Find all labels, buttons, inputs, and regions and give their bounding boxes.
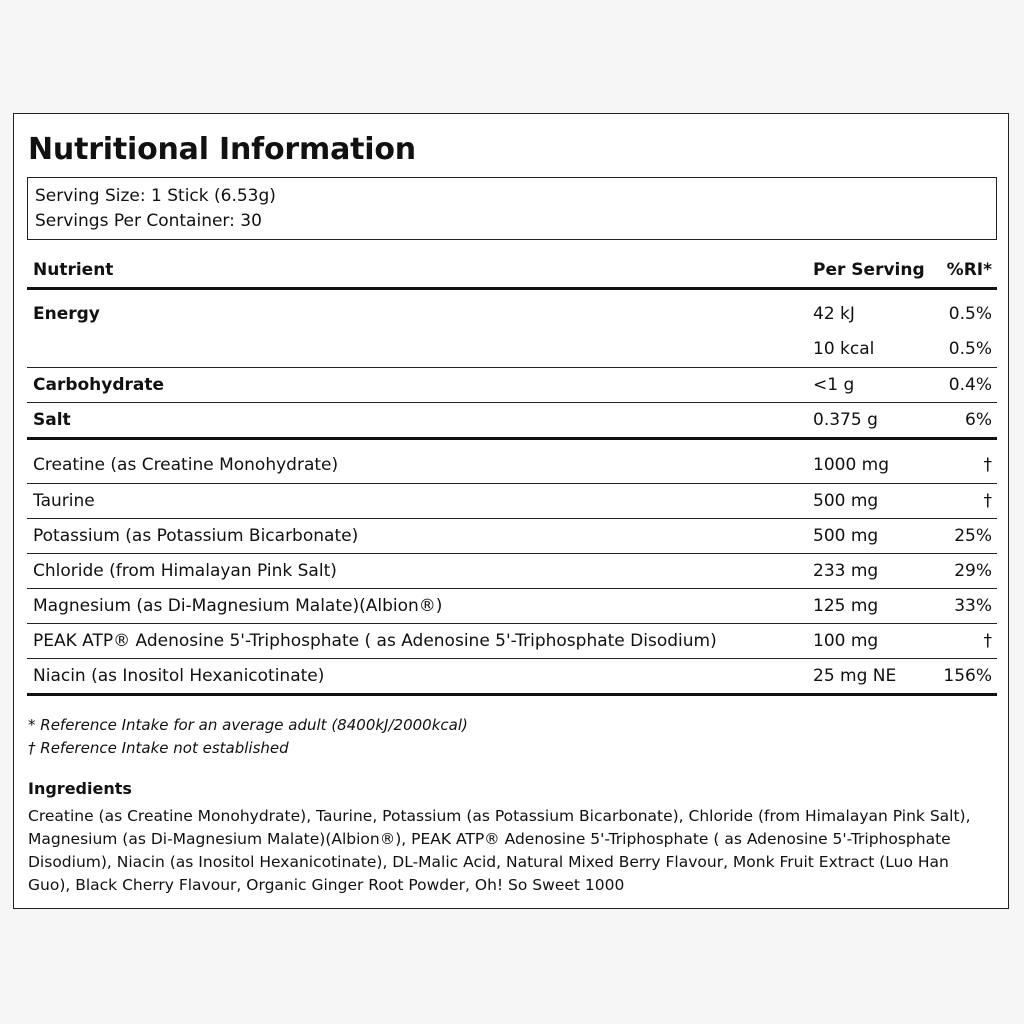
nutrition-panel <box>13 113 1009 909</box>
nutrient-ri: † <box>983 455 992 475</box>
footnotes <box>28 714 468 760</box>
nutrient-amount: <1 g <box>813 375 855 395</box>
table-row-energy <box>27 290 997 368</box>
nutrient-name: Creatine (as Creatine Monohydrate) <box>33 455 339 475</box>
nutrient-ri: 156% <box>943 666 992 686</box>
page-title: Nutritional Information <box>28 132 416 167</box>
serving-info-box <box>27 177 997 240</box>
table-row <box>27 519 997 554</box>
table-row <box>27 589 997 624</box>
nutrient-ri: 29% <box>954 561 992 581</box>
table-row <box>27 368 997 403</box>
energy-kj: 42 kJ <box>813 304 855 324</box>
nutrient-amount: 233 mg <box>813 561 879 581</box>
energy-kj-ri: 0.5% <box>948 304 992 324</box>
nutrient-name: Potassium (as Potassium Bicarbonate) <box>33 526 359 546</box>
nutrient-ri: 6% <box>965 410 992 430</box>
nutrient-ri: 25% <box>954 526 992 546</box>
header-nutrient: Nutrient <box>33 260 114 280</box>
nutrient-name: Taurine <box>33 491 95 511</box>
table-row <box>27 440 997 484</box>
energy-kcal: 10 kcal <box>813 339 875 359</box>
nutrient-amount: 100 mg <box>813 631 879 651</box>
servings-per-container: Servings Per Container: 30 <box>35 211 262 231</box>
table-row <box>27 624 997 659</box>
nutrient-name: Salt <box>33 410 71 430</box>
nutrient-name: Chloride (from Himalayan Pink Salt) <box>33 561 337 581</box>
nutrient-amount: 125 mg <box>813 596 879 616</box>
nutrient-amount: 25 mg NE <box>813 666 897 686</box>
nutrient-amount: 500 mg <box>813 526 879 546</box>
nutrient-ri: 33% <box>954 596 992 616</box>
table-row <box>27 484 997 519</box>
ingredients-text: Creatine (as Creatine Monohydrate), Taurine, Potassium (as Potassium Bicarbonate), Chloride (from Himalayan Pink Salt), Magnesium (as Di-Magnesium Malate)(Albion®), PEAK ATP® Adenosine 5'-Triphosphate ( as Adenosine 5'-Triphosphate Disodium), Niacin (as Inositol Hexanicotinate), DL-Malic Acid, Natural Mixed Berry Flavour, Monk Fruit Extract (Luo Han Guo), Black Cherry Flavour, Organic Ginger Root Powder, Oh! So Sweet 1000 <box>28 807 971 894</box>
nutrient-amount: 1000 mg <box>813 455 890 475</box>
nutrition-table <box>27 254 997 696</box>
header-ri: %RI* <box>946 260 992 280</box>
header-per-serving: Per Serving <box>813 260 925 280</box>
table-row <box>27 554 997 589</box>
table-row <box>27 659 997 696</box>
nutrient-name: Energy <box>33 304 100 324</box>
nutrient-name: Magnesium (as Di-Magnesium Malate)(Albion®) <box>33 596 443 616</box>
nutrient-amount: 0.375 g <box>813 410 878 430</box>
nutrient-name: PEAK ATP® Adenosine 5'-Triphosphate ( as Adenosine 5'-Triphosphate Disodium) <box>33 631 717 651</box>
serving-size: Serving Size: 1 Stick (6.53g) <box>35 186 276 206</box>
nutrient-ri: † <box>983 631 992 651</box>
nutrient-name: Carbohydrate <box>33 375 165 395</box>
nutrient-amount: 500 mg <box>813 491 879 511</box>
nutrient-ri: † <box>983 491 992 511</box>
table-header-row <box>27 254 997 290</box>
nutrient-ri: 0.4% <box>948 375 992 395</box>
ingredients-title: Ingredients <box>28 779 132 798</box>
footnote-reference-intake: * Reference Intake for an average adult (8400kJ/2000kcal) <box>28 716 468 734</box>
footnote-not-established: † Reference Intake not established <box>28 739 289 757</box>
energy-kcal-ri: 0.5% <box>948 339 992 359</box>
nutrient-name: Niacin (as Inositol Hexanicotinate) <box>33 666 325 686</box>
table-row <box>27 403 997 440</box>
